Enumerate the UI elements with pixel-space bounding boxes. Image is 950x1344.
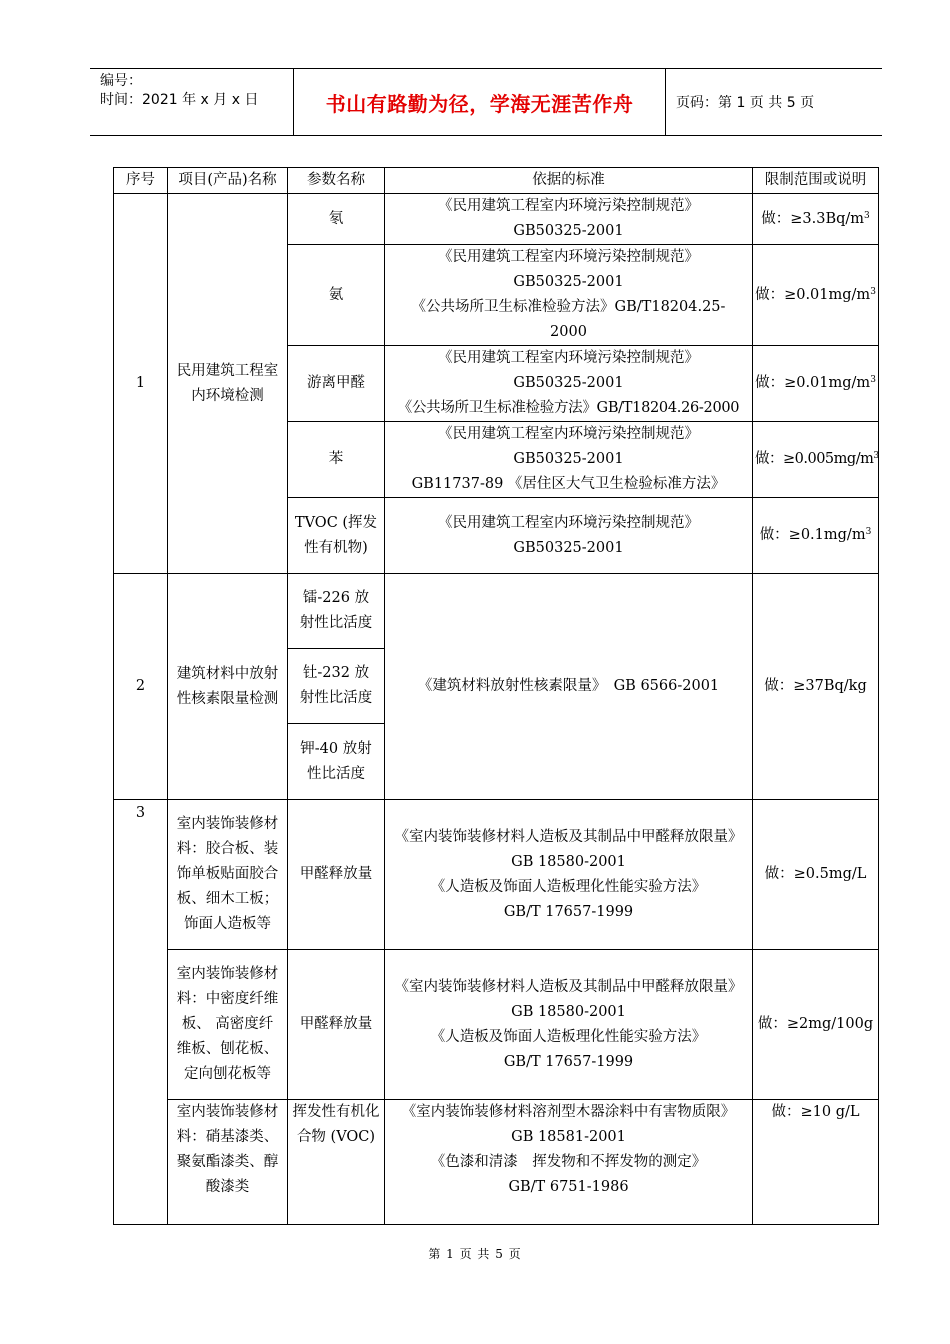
limit-superscript: 3 <box>870 375 876 385</box>
param-name: 钾-40 放射性比活度 <box>288 724 385 800</box>
standard-cell: 《建筑材料放射性核素限量》 GB 6566-2001 <box>385 574 753 800</box>
standard-line: 《民用建筑工程室内环境污染控制规范》 <box>438 426 699 442</box>
standard-cell <box>385 422 753 498</box>
project-name: 建筑材料中放射性核素限量检测 <box>168 574 288 800</box>
row-number: 1 <box>114 194 168 574</box>
param-name: 挥发性有机化合物 (VOC) <box>288 1100 385 1225</box>
page-header <box>90 68 882 136</box>
header-meta <box>90 69 293 135</box>
project-name: 民用建筑工程室内环境检测 <box>168 194 288 574</box>
column-header-no: 序号 <box>114 168 168 194</box>
table-row <box>114 1100 879 1225</box>
standard-line: GB50325-2001 <box>513 274 624 290</box>
project-name: 室内装饰装修材料：硝基漆类、 聚氨酯漆类、醇酸漆类 <box>168 1100 288 1225</box>
column-header-param: 参数名称 <box>288 168 385 194</box>
standard-line: 《公共场所卫生标准检验方法》GB/T18204.26-2000 <box>397 400 740 416</box>
param-name: 游离甲醛 <box>288 346 385 422</box>
page-footer: 第 1 页 共 5 页 <box>428 1247 522 1261</box>
standard-line: GB 18580-2001 <box>511 1003 626 1020</box>
document-number-label: 编号： <box>100 73 142 89</box>
column-header-standard: 依据的标准 <box>385 168 753 194</box>
limit-value: 做：≥10 g/L <box>753 1100 879 1225</box>
standard-cell <box>385 245 753 346</box>
param-name: 苯 <box>288 422 385 498</box>
param-name: 甲醛释放量 <box>288 950 385 1100</box>
standard-line: 《公共场所卫生标准检验方法》GB/T18204.25- <box>411 299 726 315</box>
limit-cell <box>753 245 879 346</box>
standard-cell <box>385 346 753 422</box>
limit-value: 做：≥2mg/100g <box>753 950 879 1100</box>
limit-cell <box>753 194 879 245</box>
table-row <box>114 950 879 1100</box>
limit-value: 做：≥0.005mg/m <box>755 451 874 467</box>
header-page-info: 页码：第 1 页 共 5 页 <box>676 95 815 111</box>
document-time: 时间：2021 年 x 月 x 日 <box>100 92 259 108</box>
limit-value: 做：≥37Bq/kg <box>753 574 879 800</box>
standard-line: 2000 <box>550 324 587 340</box>
standard-line: 《人造板及饰面人造板理化性能实验方法》 <box>430 1028 707 1045</box>
param-name: 钍-232 放射性比活度 <box>288 649 385 724</box>
standard-line: 《民用建筑工程室内环境污染控制规范》 <box>438 350 699 366</box>
column-header-project: 项目(产品)名称 <box>168 168 288 194</box>
limit-superscript: 3 <box>870 286 876 297</box>
project-name: 室内装饰装修材料：中密度纤维板、 高密度纤维板、刨花板、定向刨花板等 <box>168 950 288 1100</box>
standard-line: GB/T 17657-1999 <box>503 903 634 920</box>
standard-cell <box>385 498 753 574</box>
table-header-row <box>114 168 879 194</box>
limit-superscript: 3 <box>865 527 872 537</box>
standard-line: GB50325-2001 <box>513 375 624 391</box>
row-number: 2 <box>114 574 168 800</box>
standard-line: 《室内装饰装修材料人造板及其制品中甲醛释放限量》 <box>394 978 743 995</box>
standard-line: 《室内装饰装修材料人造板及其制品中甲醛释放限量》 <box>394 828 743 845</box>
standard-cell <box>385 1100 753 1225</box>
limit-cell <box>753 422 879 498</box>
limit-value: 做：≥0.01mg/m <box>755 375 871 391</box>
standard-cell <box>385 194 753 245</box>
standard-line: GB50325-2001 <box>513 223 624 239</box>
limit-superscript: 3 <box>873 451 879 461</box>
project-name: 室内装饰装修材料：胶合板、装饰单板贴面胶合板、细木工板；饰面人造板等 <box>168 800 288 950</box>
standard-line: GB/T 6751-1986 <box>508 1179 629 1195</box>
param-name: 甲醛释放量 <box>288 800 385 950</box>
limit-value: 做：≥0.01mg/m <box>755 286 871 303</box>
column-header-limit: 限制范围或说明 <box>753 168 879 194</box>
standard-line: 《人造板及饰面人造板理化性能实验方法》 <box>430 878 707 895</box>
standard-cell <box>385 800 753 950</box>
limit-value: 做：≥3.3Bq/m <box>761 210 865 227</box>
param-name: 氡 <box>288 194 385 245</box>
limit-superscript: 3 <box>864 210 870 221</box>
table-row <box>114 800 879 950</box>
limit-value: 做：≥0.5mg/L <box>753 800 879 950</box>
standard-line: GB 18580-2001 <box>511 853 626 870</box>
param-name: TVOC (挥发性有机物) <box>288 498 385 574</box>
limit-cell <box>753 498 879 574</box>
standard-line: 《民用建筑工程室内环境污染控制规范》 <box>438 514 699 531</box>
standard-line: 《民用建筑工程室内环境污染控制规范》 <box>438 249 699 265</box>
standard-line: GB11737-89 《居住区大气卫生检验标准方法》 <box>411 476 726 492</box>
standards-table <box>113 167 879 1225</box>
table-row <box>114 574 879 649</box>
standard-line: GB50325-2001 <box>513 539 624 556</box>
table-row <box>114 194 879 245</box>
standard-line: 《室内装饰装修材料溶剂型木器涂料中有害物质限》 <box>401 1104 736 1120</box>
header-motto: 书山有路勤为径，学海无涯苦作舟 <box>293 69 666 135</box>
param-name: 氨 <box>288 245 385 346</box>
standard-line: 《色漆和清漆 挥发物和不挥发物的测定》 <box>430 1154 707 1170</box>
limit-value: 做：≥0.1mg/m <box>759 527 866 543</box>
limit-cell <box>753 346 879 422</box>
row-number: 3 <box>114 800 168 1225</box>
standard-cell <box>385 950 753 1100</box>
standard-line: 《民用建筑工程室内环境污染控制规范》 <box>438 198 699 214</box>
param-name: 镭-226 放射性比活度 <box>288 574 385 649</box>
standard-line: GB 18581-2001 <box>511 1129 626 1145</box>
standard-line: GB/T 17657-1999 <box>503 1053 634 1070</box>
standard-line: GB50325-2001 <box>513 451 624 467</box>
